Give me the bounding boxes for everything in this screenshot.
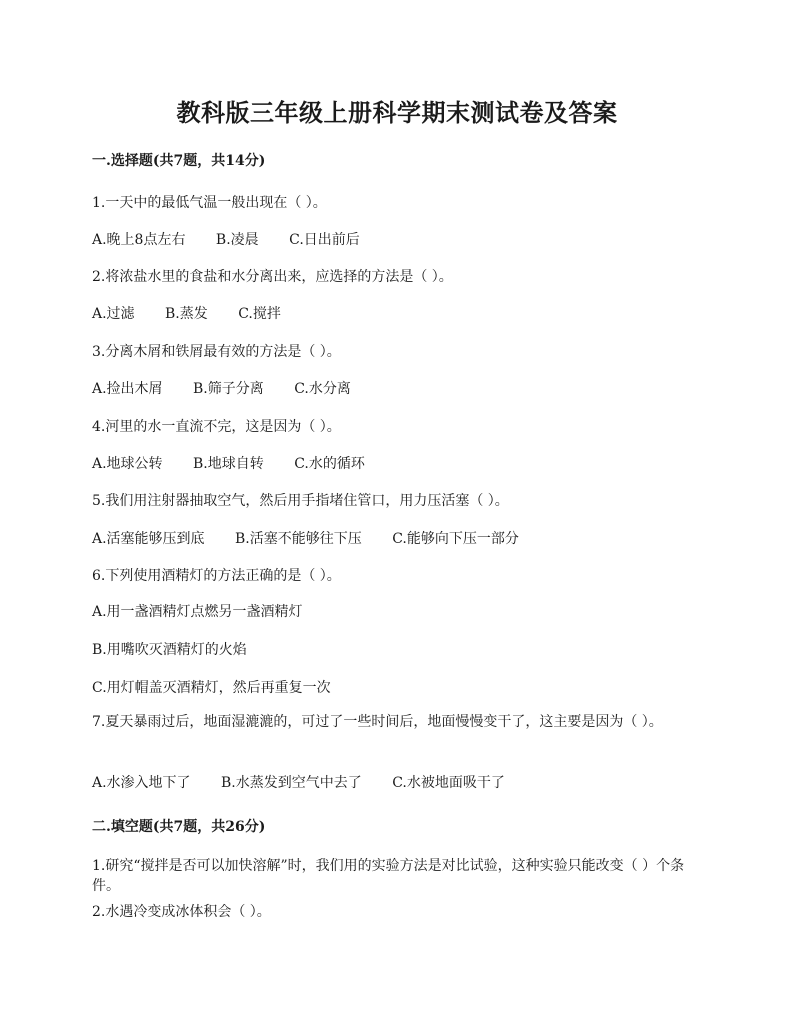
question-stem: 4.河里的水一直流不完，这是因为（ ）。 [92, 419, 341, 435]
option-b: B.凌晨 [215, 232, 259, 248]
option-a: A.过滤 [92, 306, 135, 322]
question-options [92, 229, 386, 249]
question-stem: 1.一天中的最低气温一般出现在（ ）。 [92, 195, 327, 211]
option-c: C.搅拌 [238, 306, 281, 322]
question-stem: 5.我们用注射器抽取空气，然后用手指堵住管口，用力压活塞（ ）。 [92, 493, 509, 509]
option-a: A.用一盏酒精灯点燃另一盏酒精灯 [92, 604, 303, 620]
option-c: C.用灯帽盖灭酒精灯，然后再重复一次 [92, 680, 331, 696]
question-options [92, 303, 307, 323]
option-b: B.水蒸发到空气中去了 [221, 775, 362, 791]
option-b: B.用嘴吹灭酒精灯的火焰 [92, 642, 247, 658]
question-options [92, 378, 377, 398]
option-b: B.地球自转 [193, 456, 264, 472]
question-stem: 2.将浓盐水里的食盐和水分离出来，应选择的方法是（ ）。 [92, 269, 453, 285]
option-a: A.地球公转 [92, 456, 163, 472]
option-a: A.活塞能够压到底 [92, 531, 205, 547]
question-stem: 1.研究“搅拌是否可以加快溶解”时，我们用的实验方法是对比试验，这种实验只能改变（ ）个条件。 [92, 858, 685, 894]
section-heading-choice: 一.选择题(共7题，共14分) [92, 153, 266, 169]
page-title: 教科版三年级上册科学期末测试卷及答案 [176, 98, 618, 127]
question-options [92, 453, 391, 473]
option-b: B.筛子分离 [193, 381, 264, 397]
option-b: B.活塞不能够往下压 [235, 531, 362, 547]
option-a: A.水渗入地下了 [92, 775, 191, 791]
option-a: A.捡出木屑 [92, 381, 163, 397]
question-options [92, 528, 545, 548]
question-stem: 7.夏天暴雨过后，地面湿漉漉的，可过了一些时间后，地面慢慢变干了，这主要是因为（ ）。 [92, 714, 663, 730]
option-b: B.蒸发 [165, 306, 208, 322]
option-c: C.水被地面吸干了 [392, 775, 505, 791]
option-c: C.日出前后 [289, 232, 360, 248]
question-stem: 2.水遇冷变成冰体积会（ ）。 [92, 904, 271, 920]
option-c: C.水分离 [294, 381, 351, 397]
option-c: C.水的循环 [294, 456, 365, 472]
section-heading-fill: 二.填空题(共7题，共26分) [92, 819, 266, 835]
question-stem: 3.分离木屑和铁屑最有效的方法是（ ）。 [92, 344, 341, 360]
option-a: A.晚上8点左右 [92, 232, 186, 248]
option-c: C.能够向下压一部分 [392, 531, 519, 547]
question-options [92, 772, 531, 792]
question-stem: 6.下列使用酒精灯的方法正确的是（ ）。 [92, 568, 341, 584]
